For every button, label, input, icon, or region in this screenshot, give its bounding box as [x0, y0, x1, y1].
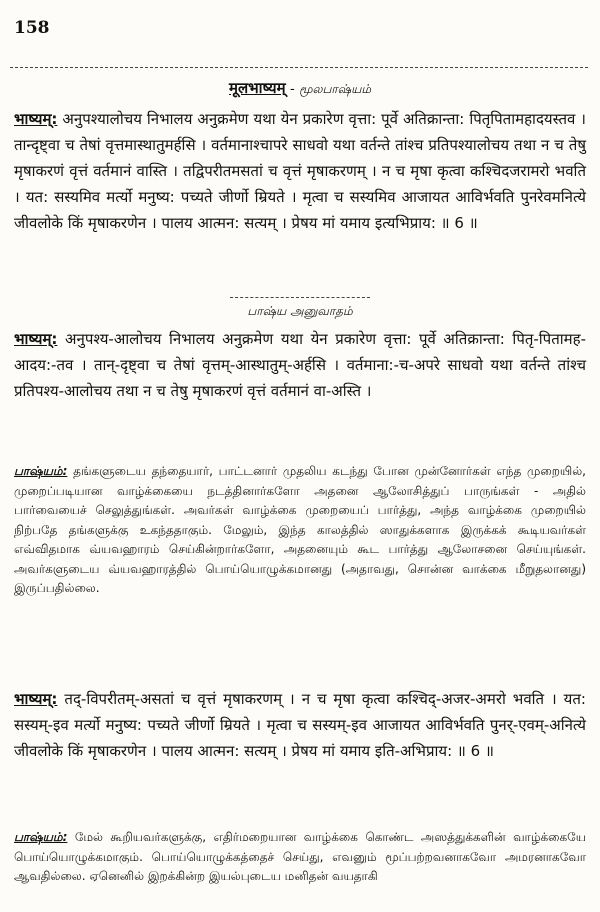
tamil-commentary-text-2: மேல் கூறியவர்களுக்கு, எதிர்மறையான வாழ்க்கை கொண்ட அஸத்துக்களின் வாழ்க்கையே பொய்யொழுக்கமாகும். பொய்யொழுக்கத்தைச் செய்து, எவனும் மூப்பற்றவனாகவோ அமரனாகவோ ஆவதில்லை. ஏனெனில் இறக்கின்ற இயல்புடைய மனிதன் வயதாகி [14, 830, 586, 883]
anuvadam-text-1: अनुपश्य-आलोचय निभालय अनुक्रमेण यथा येन प्रकारेण वृत्ता: पूर्वे अतिक्रान्ता: पितृ-पितामह-आदय:-तव । तान्-दृष्ट्वा च तेषां वृत्तम्-आस्थातुम्-अर्हसि । वर्तमाना:-च-अपरे साधवो यथा वर्तन्ते तांश्च प्रतिपश्य-आलोचय तथा न च तेषु मृषाकरणं वृत्तं वर्तमानं वा-अस्ति । [14, 330, 586, 400]
anuvadam-heading: பாஷ்ய அனுவாதம் [247, 304, 353, 318]
middle-divider [230, 297, 370, 298]
tamil-bhashyam-label: பாஷ்யம்: [14, 464, 68, 478]
top-divider [10, 67, 588, 68]
heading-tamil: மூலபாஷ்யம் [299, 82, 372, 96]
anuvadam-paragraph-2 [14, 686, 586, 764]
tamil-commentary-2 [14, 828, 586, 887]
heading-sanskrit: मूलभाष्यम् [228, 79, 286, 97]
section-heading [0, 78, 600, 98]
mula-bhashyam-paragraph [14, 106, 586, 236]
bhashyam-label: भाष्यम्: [14, 690, 58, 708]
tamil-commentary-1 [14, 462, 586, 599]
tamil-bhashyam-label: பாஷ்யம்: [14, 830, 68, 844]
anuvadam-text-2: तद्-विपरीतम्-असतां च वृत्तं मृषाकरणम् । न च मृषा कृत्वा कश्चिद्-अजर-अमरो भवति । यत: सस्यम्-इव मर्त्यो मनुष्य: पच्यते जीर्णो म्रियते । मृत्वा च सस्यम्-इव आजायत आविर्भवति पुनर्-एवम्-अनित्ये जीवलोके किं मृषाकरणेन । पालय आत्मन: सत्यम् । प्रेषय मां यमाय इति-अभिप्राय: ॥ 6 ॥ [14, 690, 586, 760]
mula-bhashyam-text: अनुपश्यालोचय निभालय अनुक्रमेण यथा येन प्रकारेण वृत्ता: पूर्वे अतिक्रान्ता: पितृपितामहादयस्तव । तान्दृष्ट्वा च तेषां वृत्तमास्थातुमर्हसि । वर्तमानाश्चापरे साधवो यथा वर्तन्ते तांश्च प्रतिपश्यालोचय तथा न च तेषु मृषाकरणं वृत्तं वर्तमानं वास्ति । तद्विपरीतमसतां च वृत्तं मृषाकरणम् । न च मृषा कृत्वा कश्चिदजरामरो भवति । यत: सस्यमिव मर्त्यो मनुष्य: पच्यते जीर्णो म्रियते । मृत्वा च सस्यमिव आजायत आविर्भवति पुनरेवमनित्ये जीवलोके किं मृषाकरणेन । पालय आत्मन: सत्यम् । प्रेषय मां यमाय इत्यभिप्राय: ॥ 6 ॥ [14, 110, 586, 232]
page-number: 158 [14, 18, 50, 38]
bhashyam-label: भाष्यम्: [14, 330, 58, 348]
anuvadam-paragraph-1 [14, 326, 586, 404]
bhashyam-label: भाष्यम्: [14, 110, 58, 128]
tamil-commentary-text-1: தங்களுடைய தந்தையார், பாட்டனார் முதலிய கடந்து போன முன்னோர்கள் எந்த முறையில், முறைப்படியான வாழ்க்கையை நடத்தினார்களோ அதனை ஆலோசித்துப் பாருங்கள் - அதில் பார்வையைச் செலுத்துங்கள். அவர்கள் வாழ்க்கை முறையைப் பார்த்து, அந்த வாழ்க்கை முறையில் நிற்பதே தங்களுக்கு உகந்ததாகும். மேலும், இந்த காலத்தில் ஸாதுக்களாக இருக்கக் கூடியவர்கள் எவ்விதமாக வ்யவஹாரம் செய்கின்றார்களோ, அதனையும் கூட பார்த்து ஆலோசனை செய்யுங்கள். அவர்களுடைய வ்யவஹாரத்தில் பொய்யொழுக்கமானது (அதாவது, சொன்ன வாக்கை மீறுதலானது) இருப்பதில்லை. [14, 464, 586, 595]
heading-separator: - [290, 81, 295, 97]
